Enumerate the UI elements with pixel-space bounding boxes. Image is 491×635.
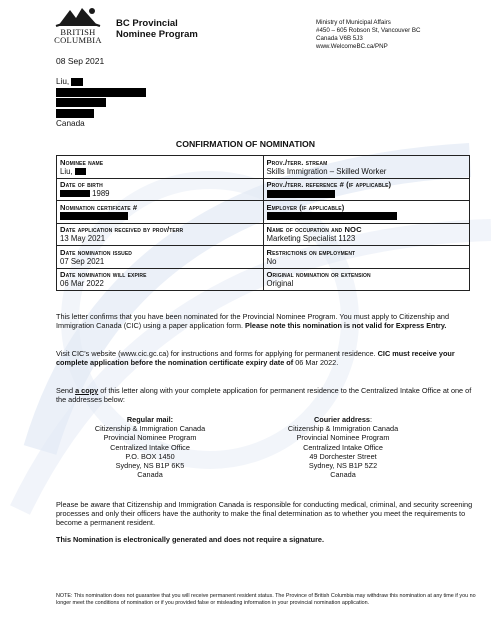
stream-label: Prov./terr. stream: [266, 157, 328, 167]
stream-cell: [263, 156, 470, 179]
address-line: Citizenship & Immigration Canada: [287, 424, 399, 434]
table-row: [57, 223, 470, 246]
received-value: 13 May 2021: [60, 234, 106, 243]
address-line: 49 Dorchester Street: [309, 451, 377, 461]
occupation-label: Name of occupation and NOC: [266, 225, 362, 234]
occupation-value: Marketing Specialist 1123: [266, 234, 356, 243]
expire-cell: [57, 268, 264, 291]
table-row: [57, 201, 470, 224]
received-label: Date application received by prov/terr: [60, 225, 184, 234]
address-line: Centralized Intake Office: [110, 442, 190, 452]
certificate-cell: [57, 201, 264, 224]
dob-cell: [57, 178, 264, 201]
redaction-bar: [267, 212, 397, 220]
paragraph-screening: Please be aware that Citizenship and Immigration Canada is responsible for conducting medical, criminal, and security screening processes and only their officers have the authority to make the final determination as to whether you meet the requirements to become a permanent resident.: [56, 500, 473, 527]
p3-text-a: Send: [56, 386, 76, 395]
nominee-name-cell: [57, 156, 264, 179]
table-row: [57, 156, 470, 179]
reference-label: Prov./terr. reference # (if applicable): [266, 180, 392, 189]
letter-date: 08 Sep 2021: [56, 56, 105, 66]
recipient-country: Canada: [56, 119, 85, 128]
stream-value: Skills Immigration – Skilled Worker: [266, 166, 387, 176]
address-line: Provincial Nominee Program: [103, 433, 197, 443]
restrictions-label: Restrictions on employment: [266, 247, 356, 257]
original-label: Original nomination or extension: [266, 270, 371, 279]
p1-text: This letter confirms that you have been nominated for the Provincial Nominee Program. You must apply to Citizenship and Immigration Canada (CIC) using a paper application form.: [56, 312, 450, 330]
logo-line2: COLUMBIA: [54, 35, 102, 45]
address-line: Canada: [330, 470, 356, 480]
reference-cell: [263, 178, 470, 201]
program-name: [116, 18, 198, 40]
logo-wordmark: [48, 28, 108, 44]
address-line: Citizenship & Immigration Canada: [94, 424, 206, 434]
program-line1: BC Provincial: [116, 18, 178, 29]
program-line2: Nominee Program: [116, 29, 198, 40]
dob-value: 1989: [92, 189, 110, 198]
redaction-bar: [56, 109, 94, 118]
paragraph-confirmation: [56, 312, 474, 330]
p2-date: 06 Mar 2022.: [293, 358, 339, 367]
employer-cell: [263, 201, 470, 224]
courier-address: [253, 415, 433, 479]
certificate-label: Nomination certificate #: [60, 202, 138, 212]
expire-value: 06 Mar 2022: [60, 279, 104, 288]
expire-label: Date nomination will expire: [60, 270, 147, 279]
table-row: [57, 246, 470, 269]
address-line: Provincial Nominee Program: [296, 433, 390, 443]
ministry-address-line2: Canada V6B 5J3: [316, 35, 363, 42]
redaction-bar: [75, 168, 86, 175]
redaction-bar: [56, 88, 146, 97]
p3-emphasis: a copy: [75, 386, 99, 395]
restrictions-cell: [263, 246, 470, 269]
original-value: Original: [266, 279, 294, 288]
issued-value: 07 Sep 2021: [60, 256, 105, 266]
paragraph-send-copy: [56, 386, 474, 404]
footer-note: NOTE: This nomination does not guarantee that you will receive permanent resident status. The Province of British Columbia may withdraw this nomination at any time if you no longer meet the conditions of nomination or if you provided false or misleading information in your provincial nomination application.: [56, 593, 476, 606]
recipient-block: [56, 77, 146, 130]
nomination-table: [56, 155, 470, 291]
redaction-bar: [56, 98, 106, 107]
redaction-bar: [60, 190, 90, 197]
original-cell: [263, 268, 470, 291]
table-row: [57, 178, 470, 201]
address-line: Centralized Intake Office: [303, 442, 383, 452]
occupation-cell: [263, 223, 470, 246]
restrictions-value: No: [266, 256, 277, 266]
p1-bold: Please note this nomination is not valid for Express Entry.: [245, 321, 447, 330]
address-line: Canada: [137, 470, 163, 480]
recipient-name: Liu,: [56, 77, 70, 86]
regular-mail-address: [60, 415, 240, 479]
paragraph-instructions: [56, 349, 474, 367]
nominee-name-label: Nominee name: [60, 157, 104, 167]
issued-label: Date nomination issued: [60, 247, 132, 257]
p3-text-c: of this letter along with your complete application for permanent residence to the Centralized Intake Office at one of the addresses below:: [56, 386, 472, 404]
ministry-name: Ministry of Municipal Affairs: [316, 19, 391, 26]
redaction-bar: [267, 190, 335, 198]
redaction-bar: [60, 212, 128, 220]
redaction-bar: [71, 78, 83, 86]
nominee-name-value: Liu,: [60, 166, 73, 176]
courier-heading: Courier address: [314, 415, 370, 424]
ministry-address-block: [316, 19, 420, 51]
logo-line1: BRITISH: [60, 27, 96, 37]
paragraph-signature-note: This Nomination is electronically generated and does not require a signature.: [56, 535, 325, 544]
dob-label: Date of birth: [60, 180, 103, 189]
ministry-website: www.WelcomeBC.ca/PNP: [316, 43, 388, 50]
p2-bold: CIC must receive your complete application before the nomination certificate expiry date of: [56, 349, 455, 367]
address-line: Sydney, NS B1P 5Z2: [308, 461, 378, 471]
address-line: Sydney, NS B1P 6K5: [115, 461, 185, 471]
received-cell: [57, 223, 264, 246]
table-row: [57, 268, 470, 291]
p2-text: Visit CIC's website (www.cic.gc.ca) for instructions and forms for applying for permanent residence.: [56, 349, 378, 358]
employer-label: Employer (if applicable): [266, 202, 345, 212]
document-title: CONFIRMATION OF NOMINATION: [175, 139, 316, 149]
ministry-address-line1: #450 – 605 Robson St, Vancouver BC: [316, 27, 421, 34]
issued-cell: [57, 246, 264, 269]
courier-heading-colon: :: [369, 415, 372, 424]
regular-mail-heading: Regular mail:: [126, 415, 174, 424]
address-line: P.O. BOX 1450: [125, 451, 175, 461]
